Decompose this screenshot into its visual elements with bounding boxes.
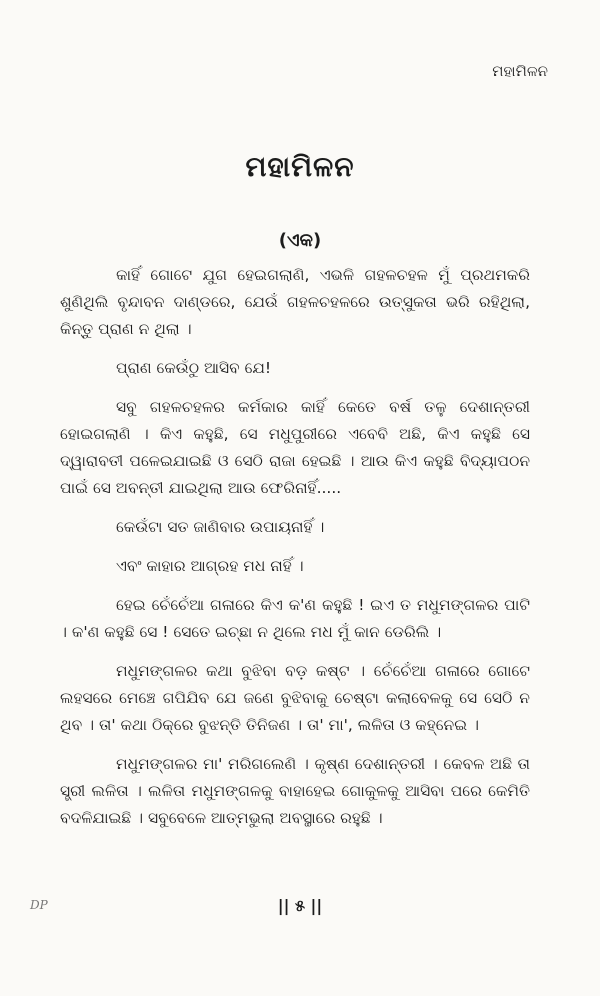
paragraph-8: ମଧୁମଙ୍ଗଳର ମା' ମରିଗଲେଣି । କୃଷ୍ଣ ଦେଶାନ୍ତରୀ । କେବଳ ଅଛି ତା ସ୍ତ୍ରୀ ଲଳିତା । ଲଳିତା ମଧୁମଙ୍ଗଳକୁ ବାହାହେଇ ଗୋକୁଳକୁ ଆସିବା ପରେ କେମିତି ବଦଳିଯାଇଛି । ସବୁବେଳେ ଆତ୍ମଭୁଲା ଅବସ୍ଥାରେ ରହୁଛି । bbox=[60, 755, 530, 827]
paragraph-4: କେଉଁଟା ସତ ଜାଣିବାର ଉପାୟନାହିଁ । bbox=[116, 518, 325, 536]
body-text bbox=[60, 262, 530, 844]
section-number: (ଏକ) bbox=[278, 230, 322, 251]
paragraph-3: ସବୁ ଗହଳଚହଳର କର୍ମକାର କାହିଁ କେତେ ବର୍ଷ ତଳୁ ଦେଶାନ୍ତରୀ ହୋଇଗଲାଣି । କିଏ କହୁଛି, ସେ ମଧୁପୁରୀରେ ଏବେବି ଅଛି, କିଏ କହୁଛି ସେ ଦ୍ୱାରାବତୀ ପଳେଇଯାଇଛି ଓ ସେଠି ରାଜା ହେଇଛି । ଆଉ କିଏ କହୁଛି ବିଦ୍ୟାପଠନ ପାଇଁ ସେ ଅବନ୍ତୀ ଯାଇଥିଲା ଆଉ ଫେରିନାହିଁ..... bbox=[60, 398, 530, 497]
publisher-mark: DP bbox=[30, 898, 48, 912]
chapter-title: ମହାମିଳନ bbox=[245, 150, 355, 183]
paragraph-7: ମଧୁମଙ୍ଗଳର କଥା ବୁଝିବା ବଡ଼ କଷ୍ଟ । ଚେଁଚେଁଆ ଗଳାରେ ଗୋଟେ ଲହସରେ ମେଞ୍ଚେ ଗପିଯିବ ଯେ ଜଣେ ବୁଝିବାକୁ ଚେଷ୍ଟା କଲାବେଳକୁ ସେ ସେଠି ନ ଥିବ । ତା' କଥା ଠିକ୍‌ରେ ବୁଝନ୍ତି ତିନିଜଣ । ତା' ମା', ଲଳିତା ଓ କହ୍ନେଇ । bbox=[60, 662, 530, 734]
paragraph-5: ଏବଂ କାହାର ଆଗ୍ରହ ମଧ ନାହିଁ । bbox=[116, 557, 304, 575]
running-header: ମହାମିଳନ bbox=[492, 62, 548, 80]
paragraph-1: କାହିଁ ଗୋଟେ ଯୁଗ ହେଇଗଲାଣି, ଏଭଳି ଗହଳଚହଳ ମୁଁ ପ୍ରଥମକରି ଶୁଣିଥିଲି ବୃନ୍ଦାବନ ଦାଣ୍ଡରେ, ଯେଉଁ ଗହଳଚହଳରେ ଉତ୍ସୁକତା ଭରି ରହିଥିଲା, କିନ୍ତୁ ପ୍ରାଣ ନ ଥିଲା । bbox=[60, 266, 530, 338]
page-number: || ୫ || bbox=[277, 896, 323, 915]
paragraph-6: ହେଇ ଚେଁଚେଁଆ ଗଳାରେ କିଏ କ'ଣ କହୁଛି ! ଇଏ ତ ମଧୁମଙ୍ଗଳର ପାଟି । କ'ଣ କହୁଛି ସେ ! ସେତେ ଇଚ୍ଛା ନ ଥିଲେ ମଧ ମୁଁ କାନ ଡେରିଲି । bbox=[60, 596, 530, 641]
paragraph-2: ପ୍ରାଣ କେଉଁଠୁ ଆସିବ ଯେ! bbox=[116, 359, 272, 377]
